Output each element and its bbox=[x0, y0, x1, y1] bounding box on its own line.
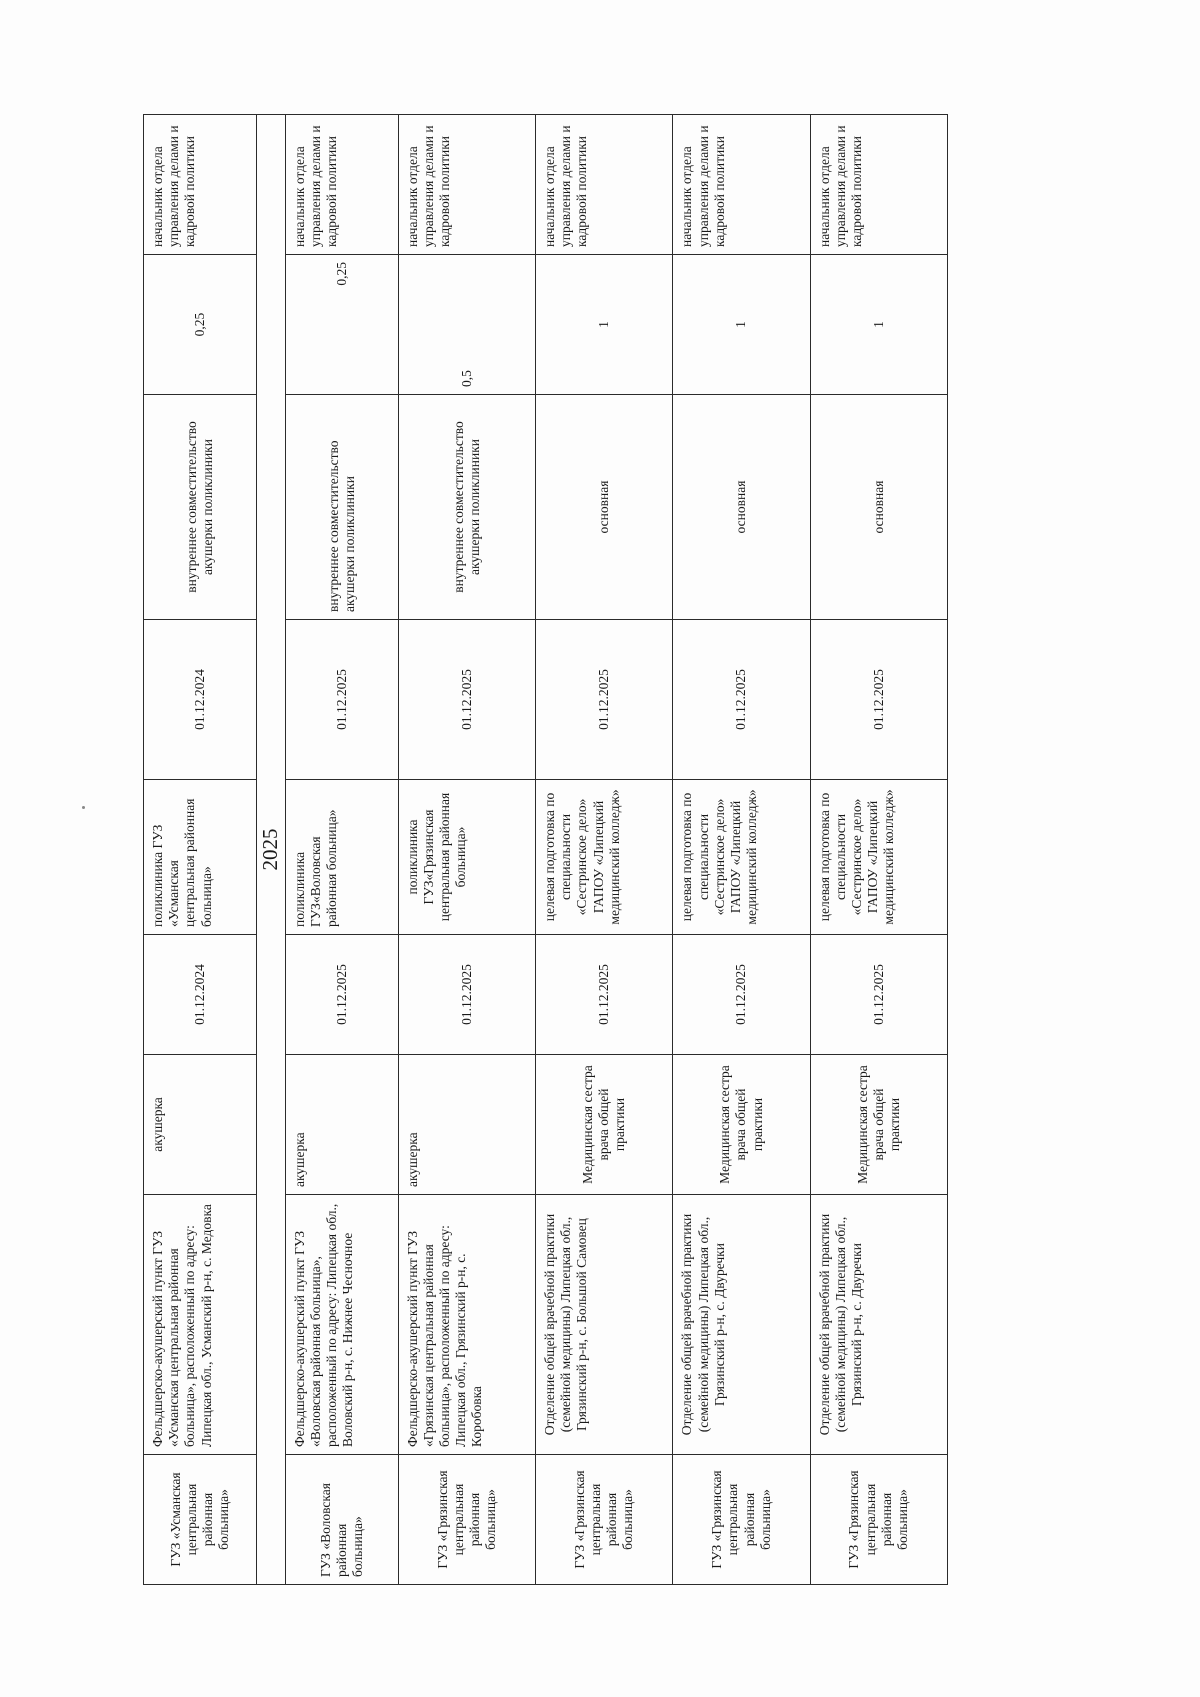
date-cell: 01.12.2025 bbox=[810, 935, 947, 1055]
date-cell: 01.12.2025 bbox=[285, 935, 398, 1055]
employment-cell: основная bbox=[536, 395, 673, 620]
date-cell: 01.12.2024 bbox=[144, 620, 257, 780]
date-cell: 01.12.2025 bbox=[810, 620, 947, 780]
location-cell: Отделение общей врачебной практики (семейной медицины) Липецкая обл., Грязинский р-н, с. Двуречки bbox=[673, 1195, 810, 1455]
table-row bbox=[536, 115, 673, 1585]
rate-cell: 0,25 bbox=[144, 255, 257, 395]
rotated-table-container bbox=[143, 115, 948, 1585]
organization-cell: ГУЗ «Грязинская центральная районная больница» bbox=[810, 1455, 947, 1585]
location-cell: Отделение общей врачебной практики (семейной медицины) Липецкая обл., Грязинский р-н, с. Большой Самовец bbox=[536, 1195, 673, 1455]
position-cell: акушерка bbox=[144, 1055, 257, 1195]
location-cell: Фельдшерско-акушерский пункт ГУЗ «Грязинская центральная районная больница», расположенный по адресу: Липецкая обл., Грязинский р-н, с. Коробовка bbox=[398, 1195, 535, 1455]
date-cell: 01.12.2025 bbox=[673, 620, 810, 780]
year-row bbox=[256, 115, 285, 1585]
source-cell: целевая подготовка по специальности «Сестринское дело» ГАПОУ «Липецкий медицинский колледж» bbox=[810, 780, 947, 935]
date-cell: 01.12.2025 bbox=[285, 620, 398, 780]
position-cell: Медицинская сестра врача общей практики bbox=[810, 1055, 947, 1195]
position-cell: акушерка bbox=[285, 1055, 398, 1195]
position-cell: Медицинская сестра врача общей практики bbox=[673, 1055, 810, 1195]
employment-cell: внутреннее совместительство акушерки поликлиники bbox=[144, 395, 257, 620]
responsible-cell: начальник отдела управления делами и кадровой политики bbox=[536, 115, 673, 255]
scan-speck bbox=[82, 806, 85, 809]
source-cell: поликлиника ГУЗ«Воловская районная больница» bbox=[285, 780, 398, 935]
location-cell: Отделение общей врачебной практики (семейной медицины) Липецкая обл., Грязинский р-н, с. Двуречки bbox=[810, 1195, 947, 1455]
responsible-cell: начальник отдела управления делами и кадровой политики bbox=[285, 115, 398, 255]
source-cell: поликлиника ГУЗ «Усманская центральная районная больница» bbox=[144, 780, 257, 935]
organization-cell: ГУЗ «Усманская центральная районная больница» bbox=[144, 1455, 257, 1585]
table-row bbox=[285, 115, 398, 1585]
location-cell: Фельдшерско-акушерский пункт ГУЗ «Воловская районная больница», расположенный по адресу: Липецкая обл., Воловский р-н, с. Нижнее Чесночное bbox=[285, 1195, 398, 1455]
date-cell: 01.12.2024 bbox=[144, 935, 257, 1055]
employment-cell: основная bbox=[673, 395, 810, 620]
date-cell: 01.12.2025 bbox=[398, 935, 535, 1055]
rate-cell: 0,25 bbox=[285, 255, 398, 395]
location-cell: Фельдшерско-акушерский пункт ГУЗ «Усманская центральная районная больница», расположенный по адресу: Липецкая обл., Усманский р-н, с. Медовка bbox=[144, 1195, 257, 1455]
rate-cell: 1 bbox=[810, 255, 947, 395]
organization-cell: ГУЗ «Воловская районная больница» bbox=[285, 1455, 398, 1585]
responsible-cell: начальник отдела управления делами и кадровой политики bbox=[810, 115, 947, 255]
rate-cell: 1 bbox=[673, 255, 810, 395]
table-row bbox=[673, 115, 810, 1585]
source-cell: поликлиника ГУЗ«Грязинская центральная районная больница» bbox=[398, 780, 535, 935]
responsible-cell: начальник отдела управления делами и кадровой политики bbox=[144, 115, 257, 255]
position-cell: Медицинская сестра врача общей практики bbox=[536, 1055, 673, 1195]
date-cell: 01.12.2025 bbox=[536, 620, 673, 780]
responsible-cell: начальник отдела управления делами и кадровой политики bbox=[673, 115, 810, 255]
table-row bbox=[810, 115, 947, 1585]
organization-cell: ГУЗ «Грязинская центральная районная больница» bbox=[673, 1455, 810, 1585]
date-cell: 01.12.2025 bbox=[673, 935, 810, 1055]
organization-cell: ГУЗ «Грязинская центральная районная больница» bbox=[398, 1455, 535, 1585]
date-cell: 01.12.2025 bbox=[398, 620, 535, 780]
staffing-table bbox=[143, 114, 948, 1585]
rate-cell: 1 bbox=[536, 255, 673, 395]
employment-cell: основная bbox=[810, 395, 947, 620]
source-cell: целевая подготовка по специальности «Сестринское дело» ГАПОУ «Липецкий медицинский колледж» bbox=[536, 780, 673, 935]
source-cell: целевая подготовка по специальности «Сестринское дело» ГАПОУ «Липецкий медицинский колледж» bbox=[673, 780, 810, 935]
employment-cell: внутреннее совместительство акушерки поликлиники bbox=[398, 395, 535, 620]
year-label: 2025 bbox=[256, 115, 285, 1585]
employment-cell: внутреннее совместительство акушерки поликлиники bbox=[285, 395, 398, 620]
date-cell: 01.12.2025 bbox=[536, 935, 673, 1055]
organization-cell: ГУЗ «Грязинская центральная районная больница» bbox=[536, 1455, 673, 1585]
rate-cell: 0,5 bbox=[398, 255, 535, 395]
table-row bbox=[144, 115, 257, 1585]
table-row bbox=[398, 115, 535, 1585]
position-cell: акушерка bbox=[398, 1055, 535, 1195]
responsible-cell: начальник отдела управления делами и кадровой политики bbox=[398, 115, 535, 255]
